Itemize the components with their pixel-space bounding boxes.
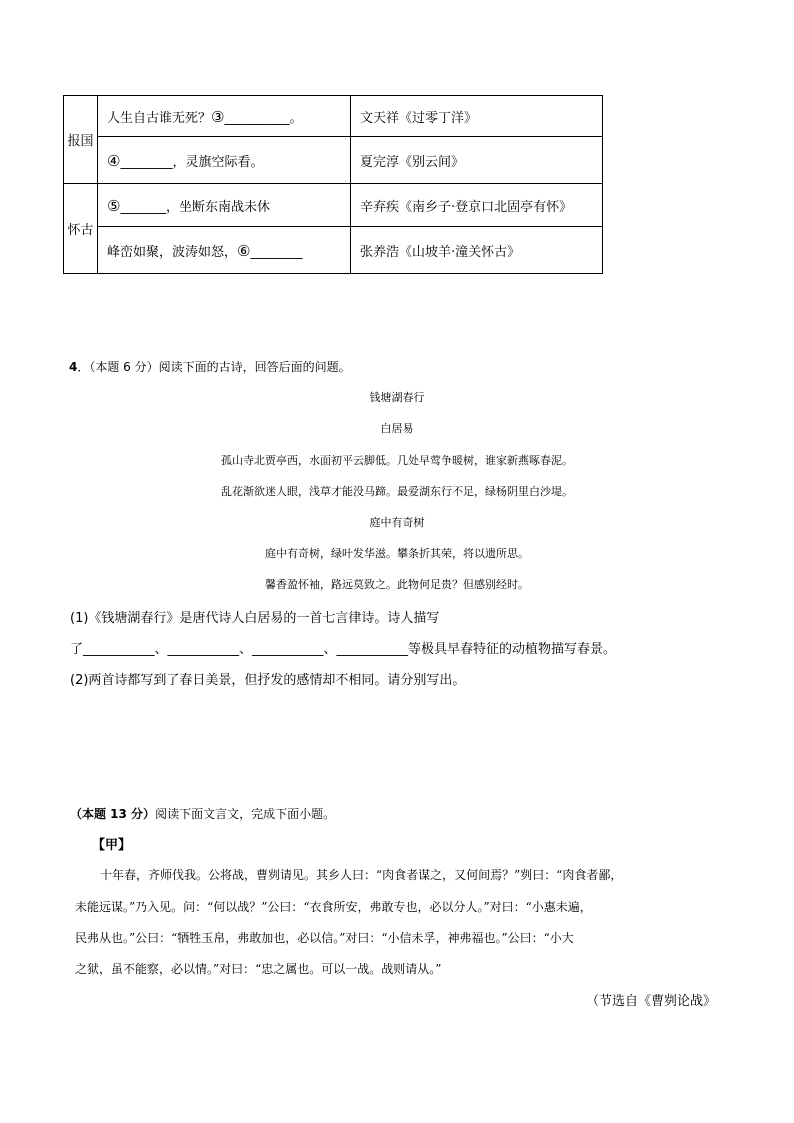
verse-cell	[98, 227, 351, 274]
question-number: 4	[69, 360, 78, 374]
sub-question-1: (1)《钱塘湖春行》是唐代诗人白居易的一首七言律诗。诗人描写	[70, 611, 440, 626]
source-cell: 张养浩《山坡羊·潼关怀古》	[351, 227, 603, 274]
poem-line: 馨香盈怀袖，路远莫致之。此物何足贵？但感别经时。	[265, 578, 529, 591]
question-score: （本题 13 分）	[70, 807, 156, 821]
blank: __________	[224, 110, 290, 126]
poem-title: 钱塘湖春行	[369, 391, 425, 404]
verse-cell	[98, 184, 351, 227]
question-score: ．（本题 6 分）	[77, 360, 159, 374]
classical-text-line: 民弗从也。”公曰：“牺牲玉帛，弗敢加也，必以信。”对曰：“小信未孚，神弗福也。”公曰：“小大	[75, 931, 574, 945]
category-cell: 怀古	[64, 184, 98, 274]
verse-cell	[98, 96, 351, 137]
category-cell: 报国	[64, 96, 98, 184]
poem-line: 孤山寺北贾亭西，水面初平云脚低。几处早莺争暖树，谁家新燕啄春泥。	[221, 454, 573, 467]
verse-prefix: 峰峦如聚，波涛如怒，	[107, 244, 238, 260]
blank-number: ⑤	[107, 196, 121, 215]
question-5-header	[70, 805, 335, 822]
source-cell: 夏完淳《别云间》	[351, 137, 603, 184]
verse-cell	[98, 137, 351, 184]
sub-question-1-blanks: 了___________、___________、___________、___________等极具早春特征的动植物描写春景。	[70, 642, 617, 657]
question-instruction: 阅读下面文言文，完成下面小题。	[155, 807, 336, 821]
sub-question-2: (2)两首诗都写到了春日美景，但抒发的感情却不相同。请分别写出。	[70, 673, 466, 688]
blank: ________	[250, 244, 303, 260]
verse-table	[63, 95, 603, 274]
verse-suffix: ，坐断东南战未休	[165, 199, 270, 215]
source-cell: 辛弃疾《南乡子·登京口北固亭有怀》	[351, 184, 603, 227]
classical-text-line: 十年春，齐师伐我。公将战，曹刿请见。其乡人曰：“肉食者谋之，又何间焉？”刿曰：“肉食者鄙，	[100, 868, 623, 882]
poem-line: 乱花渐欲迷人眼，浅草才能没马蹄。最爱湖东行不足，绿杨阴里白沙堤。	[221, 485, 573, 498]
poem-line: 庭中有奇树，绿叶发华滋。攀条折其荣，将以遗所思。	[265, 547, 529, 560]
blank: _______	[120, 199, 166, 215]
classical-text-line: 未能远谋。”乃入见。问：“何以战？”公曰：“衣食所安，弗敢专也，必以分人。”对曰：“小惠未遍，	[75, 900, 592, 914]
blank: ________	[120, 154, 173, 170]
poem-author: 白居易	[380, 422, 414, 435]
blank-number: ⑥	[237, 241, 251, 260]
question-4-header	[69, 358, 351, 375]
section-label: 【甲】	[92, 838, 132, 853]
blank-number: ③	[211, 107, 225, 126]
verse-suffix: 。	[289, 110, 303, 126]
excerpt-source: （节选自《曹刿论战》	[585, 994, 716, 1009]
source-cell: 文天祥《过零丁洋》	[351, 96, 603, 137]
blank-number: ④	[107, 151, 121, 170]
verse-prefix: 人生自古谁无死？	[107, 110, 212, 126]
question-instruction: 阅读下面的古诗，回答后面的问题。	[158, 360, 351, 374]
verse-suffix: ，灵旗空际看。	[172, 154, 264, 170]
poem-title: 庭中有奇树	[369, 516, 425, 529]
classical-text-line: 之狱，虽不能察，必以情。”对曰：“忠之属也。可以一战。战则请从。”	[75, 962, 442, 976]
